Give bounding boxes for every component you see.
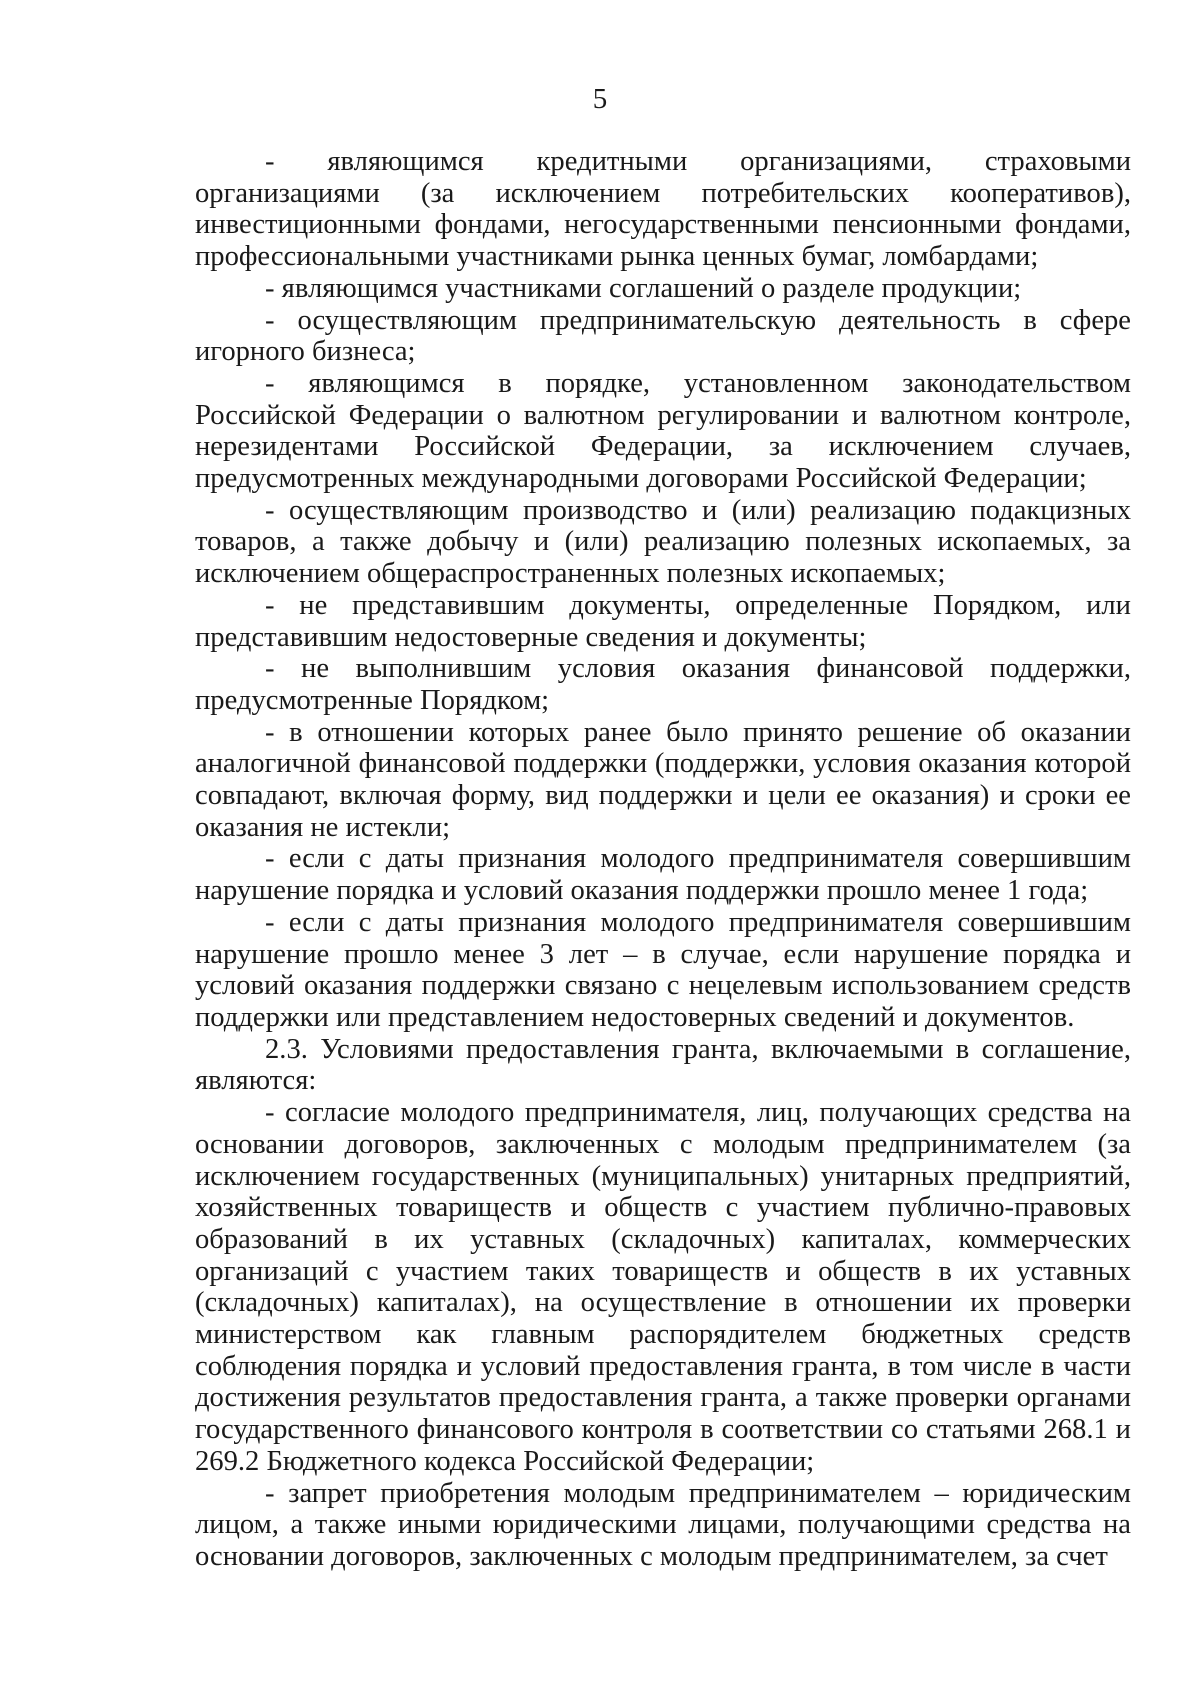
paragraph: - не выполнившим условия оказания финансовой поддержки, предусмотренные Порядком;	[195, 653, 1131, 716]
paragraph: - если с даты признания молодого предпринимателя совершившим нарушение порядка и условий оказания поддержки прошло менее 1 года;	[195, 843, 1131, 907]
paragraph: - осуществляющим предпринимательскую деятельность в сфере игорного бизнеса;	[195, 304, 1131, 368]
paragraph: - являющимся в порядке, установленном законодательством Российской Федерации о валютном регулировании и валютном контроле, нерезидентами Российской Федерации, за исключением случаев, предусмотренных международными договорами Российской Федерации;	[195, 367, 1131, 495]
paragraph: - в отношении которых ранее было принято решение об оказании аналогичной финансовой поддержки (поддержки, условия оказания которой совпадают, включая форму, вид поддержки и цели ее оказания) и сроки ее оказания не истекли;	[195, 716, 1131, 843]
paragraph: - запрет приобретения молодым предпринимателем – юридическим лицом, а также иными юридическими лицами, получающими средства на основании договоров, заключенных с молодым предпринимателем, за счет	[195, 1477, 1131, 1572]
paragraph: - если с даты признания молодого предпринимателя совершившим нарушение прошло менее 3 лет – в случае, если нарушение порядка и условий оказания поддержки связано с нецелевым использованием средств поддержки или представлением недостоверных сведений и документов.	[195, 906, 1131, 1033]
paragraph: - являющимся участниками соглашений о разделе продукции;	[265, 272, 1022, 304]
paragraph: - не представившим документы, определенные Порядком, или представившим недостоверные сведения и документы;	[195, 589, 1131, 653]
page-number: 5	[592, 83, 608, 115]
paragraph: - являющимся кредитными организациями, страховыми организациями (за исключением потребительских кооперативов), инвестиционными фондами, негосударственными пенсионными фондами, профессиональными участниками рынка ценных бумаг, ломбардами;	[195, 146, 1131, 273]
paragraph: - осуществляющим производство и (или) реализацию подакцизных товаров, а также добычу и (или) реализацию полезных ископаемых, за исключением общераспространенных полезных ископаемых;	[195, 494, 1131, 590]
paragraph: - согласие молодого предпринимателя, лиц, получающих средства на основании договоров, заключенных с молодым предпринимателем (за исключением государственных (муниципальных) унитарных предприятий, хозяйственных товариществ и обществ с участием публично-правовых образований в их уставных (складочных) капиталах, коммерческих организаций с участием таких товариществ и обществ в их уставных (складочных) капиталах), на осуществление в отношении их проверки министерством как главным распорядителем бюджетных средств соблюдения порядка и условий предоставления гранта, в том числе в части достижения результатов предоставления гранта, а также проверки органами государственного финансового контроля в соответствии со статьями 268.1 и 269.2 Бюджетного кодекса Российской Федерации;	[195, 1097, 1131, 1477]
section-paragraph: 2.3. Условиями предоставления гранта, включаемыми в соглашение, являются:	[195, 1033, 1131, 1097]
document-body	[195, 146, 1131, 1573]
